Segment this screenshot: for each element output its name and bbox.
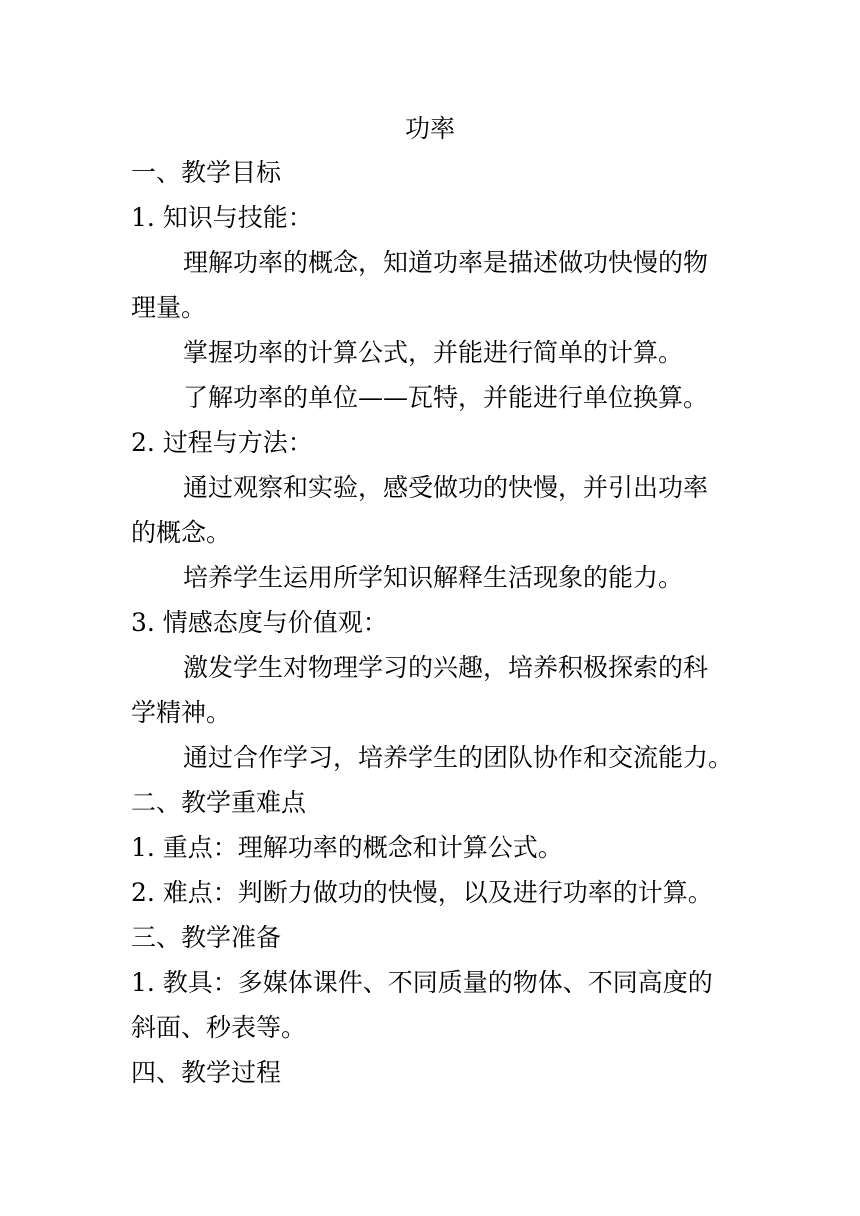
paragraph-line: 通过观察和实验，感受做功的快慢，并引出功率 (183, 473, 709, 502)
page-title: 功率 (404, 114, 455, 143)
section-heading-key-difficulties: 二、教学重难点 (131, 788, 307, 817)
paragraph-line: 理解功率的概念，知道功率是描述做功快慢的物 (183, 248, 709, 277)
subheading-process-methods: 2. 过程与方法： (131, 428, 313, 457)
paragraph-line: 培养学生运用所学知识解释生活现象的能力。 (183, 563, 684, 592)
paragraph-line: 的概念。 (131, 518, 232, 547)
section-heading-process: 四、教学过程 (131, 1058, 282, 1087)
subheading-attitude-values: 3. 情感态度与价值观： (131, 608, 388, 637)
paragraph-line: 掌握功率的计算公式，并能进行简单的计算。 (183, 338, 684, 367)
list-item-teaching-aids: 1. 教具：多媒体课件、不同质量的物体、不同高度的 (131, 968, 713, 997)
list-item-key-point: 1. 重点：理解功率的概念和计算公式。 (131, 833, 563, 862)
paragraph-line: 斜面、秒表等。 (131, 1013, 307, 1042)
section-heading-preparation: 三、教学准备 (131, 923, 282, 952)
paragraph-line: 学精神。 (131, 698, 232, 727)
section-heading-objectives: 一、教学目标 (131, 158, 282, 187)
paragraph-line: 激发学生对物理学习的兴趣，培养积极探索的科 (183, 653, 709, 682)
paragraph-line: 理量。 (131, 293, 207, 322)
paragraph-line: 了解功率的单位——瓦特，并能进行单位换算。 (183, 383, 709, 412)
paragraph-line: 通过合作学习，培养学生的团队协作和交流能力。 (183, 743, 734, 772)
subheading-knowledge-skills: 1. 知识与技能： (131, 203, 313, 232)
list-item-difficulty: 2. 难点：判断力做功的快慢，以及进行功率的计算。 (131, 878, 713, 907)
